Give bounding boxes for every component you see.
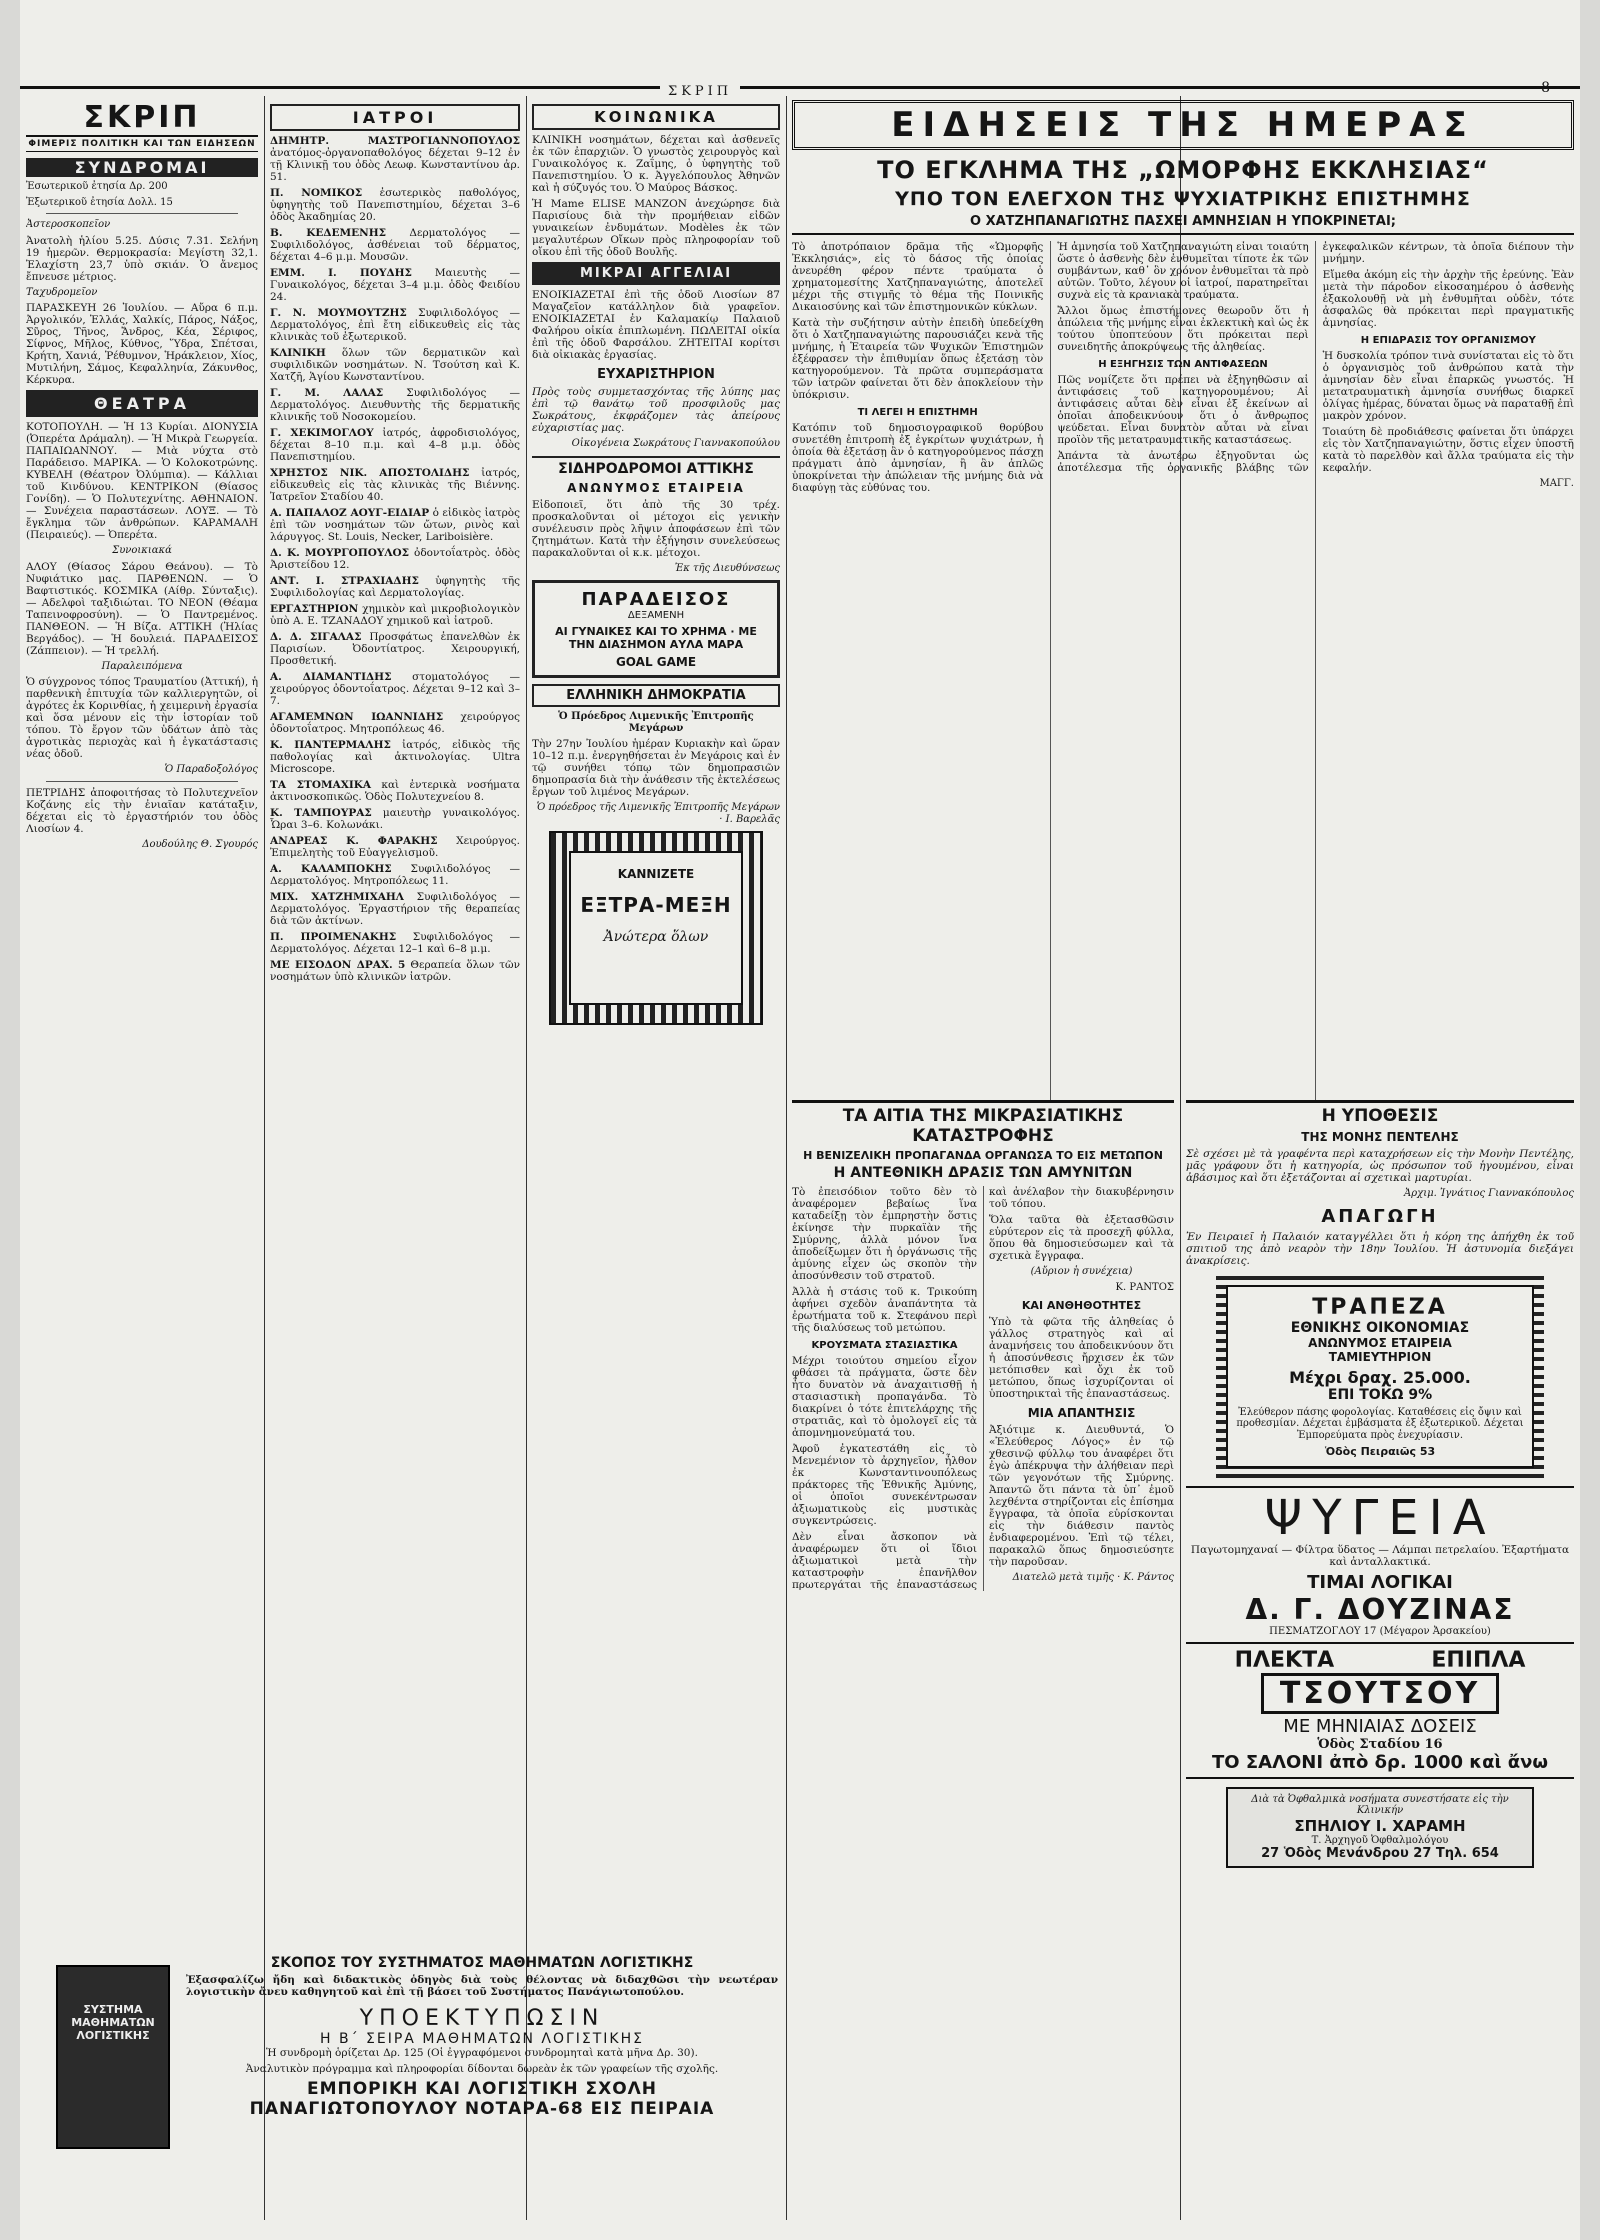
doctor-listing [270,307,520,343]
doctor-listing [270,807,520,831]
doctor-listing [270,835,520,859]
furniture-maker: ΤΣΟΥΤΣΟΥ [1261,1673,1499,1714]
eye-clinic-title: Τ. Ἀρχηγοῦ Ὀφθαλμολόγου [1311,1834,1449,1846]
penteli-heading: Η ΥΠΟΘΕΣΙΣ [1186,1100,1574,1126]
democracy-subheading: Ὁ Πρόεδρος Λιμενικῆς Ἐπιτροπῆς Μεγάρων [558,711,754,734]
curiosities-heading: Παραλειπόμενα [101,660,183,672]
doctor-details: ὁ εἰδικὸς ἰατρὸς ἐπὶ τῶν νοσημάτων τῶν ὤτων, ρινὸς καὶ λάρυγγος. St. Louis, Necker, Lariboisière. [270,507,520,543]
asia-section-heading: ΚΡΟΥΣΜΑΤΑ ΣΤΑΣΙΑΣΤΙΚΑ [811,1340,958,1351]
doctor-details: χημικὸν καὶ μικροβιολογικὸν ὑπὸ Α. Ε. ΤΖΑΝΑΔΟΥ χημικοῦ καὶ ἰατροῦ. [270,603,520,627]
democracy-signature: Ὁ πρόεδρος τῆς Λιμενικῆς Ἐπιτροπῆς Μεγάρων · Ι. Βαρελᾶς [536,802,780,825]
accounting-ad-text [186,1955,778,2225]
furniture-ad [1186,1644,1574,1779]
penteli-signature: Ἀρχιμ. Ἰγνάτιος Γιαννακόπουλος [1404,1188,1574,1199]
social-text: ΚΛΙΝΙΚΗ νοσημάτων, δέχεται καὶ ἀσθενεῖς ἐκ τῶν ἐπαρχιῶν. Ὁ γνωστὸς χειρουργὸς καὶ Γυναικολόγος κ. Ζαΐμης, ὁ ὑφηγητὴς τοῦ Πανεπιστημίου. Ὁ κ. Ἀγγελόπουλος Ἀθηνῶν καὶ ἡ σύζυγός του. Ὁ Μαύρος Βάσκος. [532,134,780,194]
paradoxes-sign: Ὁ Παραδοξολόγος [164,764,258,775]
bank-address: Ὁδὸς Πειραιῶς 53 [1324,1445,1436,1458]
doctor-name: ΧΡΗΣΤΟΣ ΝΙΚ. ΑΠΟΣΤΟΛΙΔΗΣ [270,467,470,479]
running-header-rule [20,86,1580,89]
eye-clinic-text: Διὰ τὰ Ὀφθαλμικὰ νοσήματα συνεστήσατε εἰς τὴν Κλινικήν [1251,1793,1509,1816]
book-illustration [56,1965,170,2149]
doctor-name: Κ. ΤΑΜΠΟΥΡΑΣ [270,807,372,819]
doctor-details: ἰατρός, εἰδικὸς τῆς παθολογίας καὶ ἀκτινολογίας. Ultra Microscope. [270,739,520,775]
doctor-details: ἰατρός, ἀφροδισιολόγος, δέχεται 8–10 π.μ. καὶ 4–8 μ.μ. ὁδὸς Πανεπιστημίου. [270,427,520,463]
doctor-name: Δ. Δ. ΣΙΓΑΛΑΣ [270,631,362,643]
small-ads-heading: ΜΙΚΡΑΙ ΑΓΓΕΛΙΑΙ [532,262,780,285]
doctor-listing [270,603,520,627]
story-section-heading: Η ΕΞΗΓΗΣΙΣ ΤΩΝ ΑΝΤΙΦΑΣΕΩΝ [1098,359,1268,370]
doctor-name: ΑΝΤ. Ι. ΣΤΡΑΧΙΑΔΗΣ [270,575,419,587]
bank-company-type: ΑΝΩΝΥΜΟΣ ΕΤΑΙΡΕΙΑ [1308,1335,1452,1350]
small-ads-text: ΕΝΟΙΚΙΑΖΕΤΑΙ ἐπὶ τῆς ὁδοῦ Λιοσίων 87 Μαγαζεῖον κατάλληλον διὰ γραφεῖον. ΕΝΟΙΚΙΑΖΕΤΑΙ ἐν Καλαμακίῳ Παλαιοῦ Φαλήρου οἰκία ἐπιπλωμένη. ΠΩΛΕΙΤΑΙ οἰκία ἐπὶ τῆς ὁδοῦ Φαρσάλου. ΖΗΤΕΙΤΑΙ κορίτσι διὰ οἰκιακὰς ἐργασίας. [532,289,780,361]
book-title: ΣΥΣΤΗΜΑ ΜΑΘΗΜΑΤΩΝ ΛΟΓΙΣΤΙΚΗΣ [71,2003,155,2042]
doctor-name: Α. ΠΑΠΑΛΟΖ ΑΟΥΓ-ΕΙΔΙΑΡ [270,507,430,519]
doctor-details: Δερματολόγος — Συφιλιδολόγος, ἀσθένειαι τοῦ δέρματος, δέχεται 4–6 μ.μ. Μουσῶν. [270,227,520,263]
cinema-ad-title: ΠΑΡΑΔΕΙΣΟΣ [581,589,731,610]
story-paragraph: Τοιαύτη δὲ προδιάθεσις φαίνεται ὅτι ὑπάρχει εἰς τὸν Χατζηπαναγιώτην, ὅστις εἶχεν ὑποστῆ κατὰ τὸ παρελθὸν καὶ ἄλλα τραύματα εἰς τὴν κεφαλήν. [1322,426,1574,474]
extra-ad-tagline: ΚΑΝΝΙΖΕΤΕ [617,867,695,881]
doctor-details: ὅλων τῶν δερματικῶν καὶ συφιλιδικῶν νοσημάτων. Ν. Τσούτση καὶ Κ. Χατζῆ, Ἁγίου Κωνσταντίνου. [270,347,520,383]
thanks-signature: Οἰκογένεια Σωκράτους Γιαννακοπούλου [571,438,780,449]
doctor-listing [270,427,520,463]
penteli-subheading: ΤΗΣ ΜΟΝΗΣ ΠΕΝΤΕΛΗΣ [1301,1130,1459,1144]
furniture-address: Ὁδὸς Σταδίου 16 [1317,1736,1443,1752]
notice-signature: Δουδούλης Θ. Σγουρός [142,838,258,850]
mail-text: ΠΑΡΑΣΚΕΥΗ 26 Ἰουλίου. — Αὔρα 6 π.μ. Ἀργολικόν, Ἑλλάς, Χαλκίς, Πάρος, Νάξος, Σῦρος, Τῆνος, Ἄνδρος, Κέα, Σέριφος, Σίφνος, Μῆλος, Κύθνος, Ὕδρα, Σπέτσαι, Κρήτη, Χανιά, Ῥέθυμνον, Ἡράκλειον, Χίος, Μυτιλήνη, Σάμος, Κεφαλληνία, Ζάκυνθος, Κέρκυρα. [26,302,258,386]
doctor-listing [270,267,520,303]
notice-text: ΠΕΤΡΙΔΗΣ ἀποφοιτήσας τὸ Πολυτεχνεῖον Κοζάνης εἰς τὴν ἐνιαῖαν κατάταξιν, δέχεται εἰς τὸ ἐργαστήριόν του ὁδὸς Λιοσίων 4. [26,786,258,835]
column-rule [264,96,265,2220]
column-2 [270,100,520,1950]
story-signature: ΜΑΓΓ. [1539,478,1574,489]
doctor-details: Συφιλιδολόγος — Δερματολόγος. Διευθυντὴς τῆς δερματικῆς κλινικῆς τοῦ Νοσοκομείου. [270,387,520,423]
doctor-name: Β. ΚΕΔΕΜΕΝΗΣ [270,227,387,239]
doctor-details: Θεραπεία ὅλων τῶν νοσημάτων ὑπὸ κλινικῶν ἰατρῶν. [270,959,520,983]
asia-paragraph: Ἀλλὰ ἡ στάσις τοῦ κ. Τρικούπη ἀφήνει σχεδὸν ἀναπάντητα τὰ ἐρωτήματα τοῦ κ. Στεφάνου περὶ τῆς διαλύσεως τοῦ μετώπου. [792,1286,977,1334]
doctors-list [270,135,520,983]
accounting-ad-intro: Ἐξασφαλίζω ἤδη καὶ διδακτικὸς ὁδηγὸς διὰ τοὺς θέλοντας νὰ διδαχθῶσι τὴν νεωτέραν λογιστικὴν ἄνευ καθηγητοῦ καὶ ἐπὶ τῇ βάσει τοῦ Συστήματος Πανάγιωτοπούλου. [186,1974,778,1998]
doctor-details: Χειρούργος. Ἐπιμελητὴς τοῦ Εὐαγγελισμοῦ. [270,835,520,859]
doctor-details: ἐσωτερικὸς παθολόγος, ὑφηγητὴς τοῦ Πανεπιστημίου, δέχεται 3–6 ὁδὸς Ἀκαδημίας 20. [270,187,520,223]
doctor-name: Κ. ΠΑΝΤΕΡΜΑΛΗΣ [270,739,391,751]
main-news-area [792,100,1574,1100]
cinema-ad [532,580,780,678]
thanks-text: Πρὸς τοὺς συμμετασχόντας τῆς λύπης μας ἐπὶ τῷ θανάτῳ τοῦ προσφιλοῦς μας Σωκράτους, ἐκφράζομεν τὰς ἀπείρους εὐχαριστίας μας. [532,386,780,434]
almanac-heading: Ἀστεροσκοπεῖον [26,219,111,230]
doctor-listing [270,227,520,263]
column-rule [526,96,527,2220]
thanks-heading: ΕΥΧΑΡΙΣΤΗΡΙΟΝ [597,367,715,382]
furniture-terms: ΜΕ ΜΗΝΙΑΙΑΣ ΔΟΣΕΙΣ [1283,1715,1477,1737]
extra-ad-product: ΕΞΤΡΑ-ΜΕΞΗ [580,893,732,917]
asia-body [792,1186,1174,1591]
bank-text: Ἐλεύθερον πάσης φορολογίας. Καταθέσεις εἰς ὄψιν καὶ προθεσμίαν. Δέχεται ἐμβάσματα ἐξ ἐξωτερικοῦ. Δέχεται Ἐμπορεύματα πρὸς ἐνεχυρίασιν. [1236,1406,1524,1441]
doctor-name: Α. ΚΑΛΑΜΠΟΚΗΣ [270,863,392,875]
accounting-ad-title: ΣΚΟΠΟΣ ΤΟΥ ΣΥΣΤΗΜΑΤΟΣ ΜΑΘΗΜΑΤΩΝ ΛΟΓΙΣΤΙΚΗΣ [270,1955,694,1971]
doctor-listing [270,931,520,955]
masthead: ΣΚΡΙΠ [26,100,258,137]
abduction-heading: ΑΠΑΓΩΓΗ [1321,1205,1439,1227]
mail-heading: Ταχυδρομεῖον [26,286,98,298]
accounting-ad-info: Ἀναλυτικὸν πρόγραμμα καὶ πληροφορίαι δίδονται δωρεὰν ἐκ τῶν γραφείων τῆς σχολῆς. [245,2063,719,2075]
doctor-name: Α. ΔΙΑΜΑΝΤΙΔΗΣ [270,671,392,683]
reply-signature: Διατελῶ μετὰ τιμῆς · Κ. Ράντος [1012,1572,1174,1583]
fridge-ad [1186,1486,1574,1644]
right-column [1186,1100,1574,2224]
furniture-heading: ΠΛΕΚΤΑ [1234,1647,1335,1673]
rail-subheading: ΑΝΩΝΥΜΟΣ ΕΤΑΙΡΕΙΑ [567,480,745,495]
abduction-text: Ἐν Πειραιεῖ ἡ Παλαιόν καταγγέλλει ὅτι ἡ κόρη της ἀπήχθη ἐκ τοῦ σπιτιοῦ της ἀπὸ νεαρὸν τὴν 18ην Ἰουλίου. Ἡ ἀστυνομία διεξάγει ἀνακρίσεις. [1186,1230,1574,1267]
running-title: ΣΚΡΙΠ [660,84,740,99]
accounting-school-ad [56,1955,778,2225]
fridge-dealer: Δ. Γ. ΔΟΥΖΙΝΑΣ [1245,1593,1515,1626]
doctor-name: ΑΝΔΡΕΑΣ Κ. ΦΑΡΑΚΗΣ [270,835,438,847]
accounting-ad-announcement: ΥΠΟΕΚΤΥΠΩΣΙΝ [359,2006,605,2031]
theatres-heading: ΘΕΑΤΡΑ [26,390,258,417]
cinemas-text: ΑΛΟΥ (Θίασος Σάρου Θεάνου). — Τὸ Νυφιάτικο μας. ΠΑΡΘΕΝΩΝ. — Ὁ Βαφτιστικός. ΚΟΣΜΙΚΑ (Αίθρ. Σύνταξις). — Αδελφοὶ ταξιδιώται. ΤΟ ΝΕΟΝ (Θέαμα Ταπεινοφροσύνη). — Ὁ Παντρεμένος. ΠΑΝΘΕΟΝ. — Ἡ Βίζα. ΑΤΤΙΚΗ (Ἡλίας Βεργάδος). — Ἡ δουλειά. ΠΑΡΑΔΕΙΣΟΣ (Ζάππειον). — Ἡ τρελλή. [26,560,258,657]
column-rule [786,96,787,2220]
story-section-heading: Η ΕΠΙΔΡΑΣΙΣ ΤΟΥ ΟΡΓΑΝΙΣΜΟΥ [1360,335,1536,346]
democracy-text: Τὴν 27ην Ἰουλίου ἡμέραν Κυριακὴν καὶ ὥραν 10–12 π.μ. ἐνεργηθήσεται ἐν Μεγάροις καὶ ἐν τῷ συνήθει τόπῳ τῶν δημοπρασιῶν δημοπρασία διὰ τὴν ἀνάθεσιν τῆς ἐκτελέσεως ἔργων τοῦ λιμένος Μεγάρων. [532,738,780,798]
bank-ad [1216,1275,1544,1479]
doctor-listing [270,347,520,383]
story-section-heading: ΤΙ ΛΕΓΕΙ Η ΕΠΙΣΤΗΜΗ [857,407,978,418]
asia-paragraph: Ἀφοῦ ἐγκατεστάθη εἰς τὸ Μενεμένιον τὸ ἀρχηγεῖον, ἦλθον ἐκ Κωνσταντινουπόλεως πράκτορες τῆς Ἐθνικῆς Ἀμύνης, οἱ ὁποῖοι συνεκέντρωσαν ἀξιωματικοὺς εἰς μυστικὰς συγκεντρώσεις. [792,1443,977,1527]
doctor-details: χειρούργος ὀδοντοΐατρος. Μητροπόλεως 46. [270,711,520,735]
doctor-name: ΚΛΙΝΙΚΗ [270,347,326,359]
doctor-listing [270,711,520,735]
doctor-details: ἀνατόμος-ὀργανοπαθολόγος δέχεται 9–12 ἐν τῇ Κλινικῇ του ὁδὸς Λεωφ. Κωνσταντίνου ἀρ. 51. [270,147,520,183]
doctor-listing [270,671,520,707]
theatres-text: ΚΟΤΟΠΟΥΛΗ. — Ἡ 13 Κυρίαι. ΔΙΟΝΥΣΙΑ (Ὀπερέτα Δράμαλη). — Ἡ Μικρὰ Γεωργεία. ΠΑΠΑΙΩΑΝΝΟΥ. — Μιὰ νύχτα στὸ Παράδεισο. ΜΑΡΙΚΑ. — Ὁ Κολοκοτρώνης. ΚΥΒΕΛΗ (Θέατρον Ὀλύμπια). — Κάλλιαι τοῦ Κινδύνου. ΚΕΝΤΡΙΚΟΝ (Θίασος Γονίδη). — Ὁ Πολυτεχνίτης. ΑΘΗΝΑΙΟΝ. — Συνέχεια παραστάσεων. ΛΟΥΞ. — Τὸ ἔγκλημα τῶν ἀνθρώπων. ΚΑΡΑΜΑΛΗ (Πειραιεύς). — Ὀπερέτα. [26,421,258,541]
bank-subtitle: ΕΘΝΙΚΗΣ ΟΙΚΟΝΟΜΙΑΣ [1290,1319,1470,1336]
doctor-listing [270,135,520,183]
fridge-heading: ΨΥΓΕΙΑ [1264,1490,1496,1546]
masthead-subtitle: ΦΙΜΕΡΙΣ ΠΟΛΙΤΙΚΗ ΚΑΙ ΤΩΝ ΕΙΔΗΣΕΩΝ [26,137,258,152]
doctor-listing [270,387,520,423]
news-banner: ΕΙΔΗΣΕΙΣ ΤΗΣ ΗΜΕΡΑΣ [792,100,1574,150]
story-paragraph: Ἡ δυσκολία τρόπον τινὰ συνίσταται εἰς τὸ ὅτι ὁ ὀργανισμὸς τοῦ ἀνθρώπου κατὰ τὴν ἀμνησίαν δὲν εἶναι ἐπαρκῶς γνωστός. Ἡ μετατραυματικὴ ἀμνησία συνήθως διαρκεῖ ὀλίγας ἡμέρας, δύναται ὅμως νὰ παραταθῇ ἐπὶ μακρὸν χρόνον. [1322,350,1574,422]
accounting-ad-subscription: Ἡ συνδρομὴ ὁρίζεται Δρ. 125 (Οἱ ἐγγραφόμενοι συνδρομηταὶ κατὰ μῆνα Δρ. 30). [266,2047,698,2059]
asia-paragraph: Ὅλα ταῦτα θὰ ἐξετασθῶσιν εὐρύτερον εἰς τὰ προσεχῆ φύλλα, ὅπου θὰ δημοσιεύσωμεν καὶ τὰ σχετικὰ ἔγγραφα. [989,1214,1174,1262]
subscriptions-heading: ΣΥΝΔΡΟΜΑΙ [26,158,258,177]
bank-rate: ΕΠΙ ΤΟΚΩ 9% [1327,1386,1433,1403]
doctor-details: Συφιλιδολόγος — Δερματολόγος. Μητροπόλεως 11. [270,863,520,887]
cinema-ad-text: ΑΙ ΓΥΝΑΙΚΕΣ ΚΑΙ ΤΟ ΧΡΗΜΑ · ΜΕ ΤΗΝ ΔΙΑΣΗΜΟΝ ΑΥΛΑ ΜΑΡΑ [555,625,757,651]
doctor-details: Προσφάτως ἐπανελθὼν ἐκ Παρισίων. Ὀδοντίατρος. Χειρουργική, Προσθετική. [270,631,520,667]
story-paragraph: Ἄλλοι ὅμως ἐπιστήμονες θεωροῦν ὅτι ἡ ἀπώλεια τῆς μνήμης εἶναι ἐκλεκτικὴ καὶ ὡς ἐκ τούτου ὑποπτεύουν ὅτι πρόκειται περὶ συνειδητῆς ἀποκρύψεως τῆς ἀληθείας. [1057,305,1309,353]
doctor-name: Γ. Ν. ΜΟΥΜΟΥΤΖΗΣ [270,307,407,319]
social-heading: ΚΟΙΝΩΝΙΚΑ [532,104,780,130]
rail-signature: Ἐκ τῆς Διευθύνσεως [674,562,780,574]
bank-name: ΤΡΑΠΕΖΑ [1312,1294,1448,1320]
cinema-ad-subtitle: ΔΕΞΑΜΕΝΗ [627,610,685,621]
doctor-listing [270,631,520,667]
story-body [792,241,1574,1100]
page-number: 8 [1541,80,1550,96]
asia-headline: ΤΑ ΑΙΤΙΑ ΤΗΣ ΜΙΚΡΑΣΙΑΤΙΚΗΣ ΚΑΤΑΣΤΡΟΦΗΣ [792,1100,1174,1146]
reply-paragraph: Ἀξιότιμε κ. Διευθυντά, Ὁ «Ἐλεύθερος Λόγος» ἐν τῷ χθεσινῷ φύλλῳ του ἀναφέρει ὅτι ἐγὼ ἀπέκρυψα τὴν ἀλήθειαν περὶ τῶν γεγονότων τῆς Σμύρνης. Ἀπαντῶ ὅτι πάντα τὰ ὑπ᾽ ἐμοῦ λεχθέντα στηρίζονται εἰς ἐπίσημα ἔγγραφα, τὰ ὁποῖα εὑρίσκονται εἰς τὴν διάθεσιν παντὸς ἐνδιαφερομένου. Ἐπὶ τῷ τέλει, παρακαλῶ ὅπως δημοσιεύσητε τὴν παροῦσαν. [989,1424,1174,1568]
story-paragraph: Ἡ ἀμνησία τοῦ Χατζηπαναγιώτη εἶναι τοιαύτη ὥστε ὁ ἀσθενὴς δὲν ἐνθυμεῖται τίποτε ἐκ τῶν συμβάντων, καθ᾽ ὃν χρόνον ἐνθυμεῖται τὰ πρὸ αὐτῶν. Τοῦτο, λέγουν οἱ ἰατροί, παρατηρεῖται συχνὰ εἰς τὰ κρανιακὰ τραύματα. [1057,241,1309,301]
eye-clinic-name: ΣΠΗΛΙΟΥ Ι. ΧΑΡΑΜΗ [1294,1816,1466,1835]
curiosities-text: Ὁ σύγχρονος τόπος Τραυματίου (Ἀττική), ἡ παρθενικὴ ἐπιτυχία τῶν καλλιεργητῶν, οἱ ἀγρότες ἐκ Κορινθίας, ἡ χειμερινὴ ἐργασία καὶ ὅσα μένουν εἰς τὴν ἱστορίαν τοῦ τόπου. Τὸ ἔργον τῶν ὑδάτων ἀπὸ τὰς ἀγροτικὰς περιοχὰς καὶ ἡ ἐγκατάστασις νέας ὁδοῦ. [26,676,258,760]
democracy-heading: ΕΛΛΗΝΙΚΗ ΔΗΜΟΚΡΑΤΙΑ [532,684,780,707]
doctors-heading: ΙΑΤΡΟΙ [270,104,520,131]
doctor-listing [270,547,520,571]
asia-signature: Κ. ΡΑΝΤΟΣ [1115,1281,1174,1293]
doctor-name: ΜΙΧ. ΧΑΤΖΗΜΙΧΑΗΛ [270,891,404,903]
subscription-row: Ἐξωτερικοῦ ἐτησία Δολλ. 15 [26,196,173,208]
fridge-prices: ΤΙΜΑΙ ΛΟΓΙΚΑΙ [1307,1572,1453,1593]
story-title: ΤΟ ΕΓΚΛΗΜΑ ΤΗΣ „ΩΜΟΡΦΗΣ ΕΚΚΛΗΣΙΑΣ“ [877,156,1489,184]
asia-paragraph: Τὸ ἐπεισόδιον τοῦτο δὲν τὸ ἀναφέρομεν βεβαίως ἵνα καταδείξῃ τὸν ἐμπρηστὴν ὅστις ἐκίνησε τὴν πυρκαϊὰν τῆς Σμύρνης, ἀλλὰ μόνον ἵνα ἀποδείξωμεν ὅτι ἡ ὀργάνωσις τῆς ἀμύνης εἶχεν ὡς σκοπὸν τὴν ἀποσύνθεσιν τοῦ στρατοῦ. [792,1186,977,1282]
asia-subheadline: Η ΒΕΝΙΖΕΛΙΚΗ ΠΡΟΠΑΓΑΝΔΑ ΟΡΓΑΝΩΣΑ ΤΟ ΕΙΣ ΜΕΤΩΠΟΝ [803,1149,1163,1162]
asia-minor-story [792,1100,1174,1810]
doctor-listing [270,575,520,599]
story-paragraph: Κατὰ τὴν συζήτησιν αὐτὴν ἐπειδὴ ὑπεδείχθη ὅτι ὁ Χατζηπαναγιώτης παρουσιάζει κενὰ τῆς μνήμης, ἡ Ἑταιρεία τῶν Ψυχικῶν Ἐπιστημῶν ἐξέφρασεν τὴν ἐπιθυμίαν ὅπως ἐξετάσῃ τὸν κατηγορούμενον. Τὰ πρῶτα συμπεράσματα τῶν ἰατρῶν φαίνεται ὅτι δὲν ἀποκλείουν τὴν ὑπόκρισιν. [792,317,1044,401]
asia-paragraph: Δὲν εἶναι ἄσκοπον νὰ ἀναφέρωμεν ὅτι οἱ ἴδιοι ἀξιωματικοὶ μετὰ τὴν καταστροφὴν ἐπανῆλθον πρωτεργάται τῆς ἐπαναστάσεως καὶ ἀνέλαβον τὴν διακυβέρνησιν τοῦ τόπου. [792,1186,1174,1591]
doctor-name: Π. ΠΡΟΙΜΕΝΑΚΗΣ [270,931,397,943]
eye-clinic-address: 27 Ὁδὸς Μενάνδρου 27 Τηλ. 654 [1261,1846,1499,1861]
doctor-details: καὶ ἐντερικὰ νοσήματα ἀκτινοσκοπικῶς. Ὁδὸς Πολυτεχνείου 8. [270,779,520,803]
accounting-ad-series: Η Β΄ ΣΕΙΡΑ ΜΑΘΗΜΑΤΩΝ ΛΟΓΙΣΤΙΚΗΣ [320,2031,644,2047]
story-paragraph: Εἴμεθα ἀκόμη εἰς τὴν ἀρχὴν τῆς ἐρεύνης. Ἐὰν μετὰ τὴν πάροδον εἰκοσαημέρου ὁ ἀσθενὴς ἐξακολουθῇ νὰ μὴ ἐνθυμῆται οὐδὲν, τότε ἀσφαλῶς θὰ πρόκειται περὶ πραγματικῆς ἀμνησίας. [1322,269,1574,329]
doctor-name: ΕΡΓΑΣΤΗΡΙΟΝ [270,603,359,615]
doctor-listing [270,187,520,223]
doctor-name: Π. ΝΟΜΙΚΟΣ [270,187,363,199]
doctor-details: στοματολόγος — χειρούργος ὀδοντοΐατρος. Δέχεται 9–12 καὶ 3–7. [270,671,520,707]
doctor-listing [270,863,520,887]
story-paragraph: Ἀπάντα τὰ ἀνωτέρω ἐξηγοῦνται ὡς ἀποτέλεσμα τῆς ὀργανικῆς βλάβης τῶν ἐγκεφαλικῶν κέντρων, τὰ ὁποῖα διέπουν τὴν μνήμην. [1057,241,1574,474]
doctor-details: Συφιλιδολόγος — Δερματολόγος, ἐπὶ ἔτη εἰδικευθεὶς εἰς τὰς κλινικὰς τοῦ ἐξωτερικοῦ. [270,307,520,343]
doctor-name: ΤΑ ΣΤΟΜΑΧΙΚΑ [270,779,372,791]
story-paragraph: Πῶς νομίζετε ὅτι πρέπει νὰ ἐξηγηθῶσιν αἱ ἀντιφάσεις τοῦ κατηγορουμένου; Αἱ ἀντιφάσεις αὗται δὲν εἶναι ἐξ ἐκείνων αἱ ὁποῖαι ἀποδεικνύουν ὅτι ὁ ἄνθρωπος ψεύδεται. Εἶναι δυνατὸν αὗται νὰ εἶναι προϊὸν τῆς μετατραυματικῆς καταστάσεως. [1057,374,1309,446]
column-1 [26,100,258,2224]
doctor-name: ΔΗΜΗΤΡ. ΜΑΣΤΡΟΓΙΑΝΝΟΠΟΥΛΟΣ [270,135,520,147]
fridge-address: ΠΕΣΜΑΤΖΟΓΛΟΥ 17 (Μέγαρον Ἀρσακείου) [1269,1626,1491,1637]
doctor-details: Μαιευτὴς — Γυναικολόγος, δέχεται 3–4 μ.μ. ὁδὸς Φειδίου 24. [270,267,520,303]
doctor-name: Γ. Μ. ΛΑΛΑΣ [270,387,384,399]
story-kicker: Ο ΧΑΤΖΗΠΑΝΑΓΙΩΤΗΣ ΠΑΣΧΕΙ ΑΜΝΗΣΙΑΝ Η ΥΠΟΚΡΙΝΕΤΑΙ; [792,214,1574,235]
doctor-listing [270,959,520,983]
doctor-details: Συφιλιδολόγος — Δερματολόγος. Ἐργαστήριον τῆς θεραπείας διὰ τῶν ἀκτίνων. [270,891,520,927]
reply-heading: ΜΙΑ ΑΠΑΝΤΗΣΙΣ [1027,1406,1136,1420]
doctor-name: Δ. Κ. ΜΟΥΡΓΟΠΟΥΛΟΣ [270,547,410,559]
penteli-text: Σὲ σχέσει μὲ τὰ γραφέντα περὶ καταχρήσεων εἰς τὴν Μονὴν Πεντέλης, μᾶς γράφουν ὅτι ἡ κατηγορία, ὡς πρόσωπον τοῦ ἡγουμένου, εἶναι ἀβάσιμος καὶ ὅτι ἐξετάζονται αἱ σχετικαὶ μαρτυρίαι. [1186,1148,1574,1184]
doctor-details: μαιευτὴρ γυναικολόγος. Ὧραι 3–6. Κολωνάκι. [270,807,520,831]
story-subtitle: ΥΠΟ ΤΟΝ ΕΛΕΓΧΟΝ ΤΗΣ ΨΥΧΙΑΤΡΙΚΗΣ ΕΠΙΣΤΗΜΗΣ [895,188,1471,210]
doctor-listing [270,891,520,927]
accounting-school-name: ΕΜΠΟΡΙΚΗ ΚΑΙ ΛΟΓΙΣΤΙΚΗ ΣΧΟΛΗ [306,2079,658,2099]
boutique-notice: Ἡ Mame ELISE MANZON ἀνεχώρησε διὰ Παρισίους διὰ τὴν προμήθειαν εἰδῶν γυναικείων ἐνδυμάτων. Modèles ἐκ τῶν μεγαλυτέρων Οἴκων πρὸς πληροφορίαν τοῦ οἴκου ἐπὶ τῆς ὁδοῦ Βουλῆς. [532,198,780,258]
extra-ad-slogan: Ἀνώτερα ὅλων [603,929,709,945]
fridge-text: Παγωτομηχαναί — Φίλτρα ὕδατος — Λάμπαι πετρελαίου. Ἐξαρτήματα καὶ ἀνταλλακτικά. [1190,1544,1570,1568]
furniture-price: ΤΟ ΣΑΛΟΝΙ ἀπὸ δρ. 1000 καὶ ἄνω [1212,1751,1548,1773]
asia-subheadline-2: Η ΑΝΤΕΘΝΙΚΗ ΔΡΑΣΙΣ ΤΩΝ ΑΜΥΝΙΤΩΝ [833,1165,1133,1181]
asia-continued: (Αὔριον ἡ συνέχεια) [1030,1266,1133,1277]
story-paragraph: Τὸ ἀποτρόπαιον δρᾶμα τῆς «Ὡμορφῆς Ἐκκλησιάς», εἰς τὸ δάσος τῆς ὁποίας ἀνευρέθη φέρον πέντε τραύματα ὁ χρηματομεσίτης Χατζηπαναγιώτης, ἀποτελεῖ μέχρι τῆς στιγμῆς τὸ θέμα τῆς Ποινικῆς Δικαιοσύνης καὶ τῶν ἐπιστημονικῶν κύκλων. [792,241,1044,313]
extra-mexi-ad [549,831,763,1025]
rail-heading: ΣΙΔΗΡΟΔΡΟΜΟΙ ΑΤΤΙΚΗΣ [532,456,780,477]
doctor-details: ἰατρός, εἰδικευθεὶς εἰς τὰς κλινικὰς τῆς Βιέννης. Ἰατρεῖον Σταδίου 40. [270,467,520,503]
cinemas-heading: Συνοικιακά [112,545,172,556]
bank-amount: Μέχρι δραχ. 25.000. [1289,1367,1471,1387]
doctor-listing [270,507,520,543]
furniture-heading-2: ΕΠΙΠΛΑ [1431,1647,1526,1673]
almanac-text: Ἀνατολὴ ἡλίου 5.25. Δύσις 7.31. Σελήνη 19 ἡμερῶν. Θερμοκρασία: Μεγίστη 32,1. Ἐλαχίστη 23,7 ὑπὸ σκιάν. Ὁ ἄνεμος ἔπνευσε μέτριος. [26,234,258,283]
doctor-details: ὑφηγητὴς τῆς Συφιλιδολογίας καὶ Δερματολογίας. [270,575,520,599]
bank-savings: ΤΑΜΙΕΥΤΗΡΙΟΝ [1328,1349,1432,1364]
accounting-school-address: ΠΑΝΑΓΙΩΤΟΠΟΥΛΟΥ ΝΟΤΑΡΑ-68 ΕΙΣ ΠΕΙΡΑΙΑ [249,2099,715,2119]
subscription-row: Ἐσωτερικοῦ ἐτησία Δρ. 200 [26,181,168,192]
doctor-name: Γ. ΧΕΚΙΜΟΓΛΟΥ [270,427,374,439]
story-paragraph: Κατόπιν τοῦ δημοσιογραφικοῦ θορύβου συνετέθη ἐπιτροπὴ ἐξ ἐγκρίτων ψυχιάτρων, ἡ ὁποία θὰ ἐξετάσῃ ἂν ὁ κατηγορούμενος πάσχῃ πράγματι ἀπὸ ἀμνησίαν, ἢ ἂν ἀπλῶς ὑποκρίνεται τὴν ἀπώλειαν τῆς μνήμης διὰ νὰ διαφύγῃ τὰς εὐθύνας του. [792,422,1044,494]
column-3 [532,100,780,2224]
eye-clinic-ad [1226,1787,1534,1869]
cinema-ad-footer: GOAL GAME [615,655,697,669]
reply-paragraph: Ὑπὸ τὰ φῶτα τῆς ἀληθείας ὁ γάλλος στρατηγὸς καὶ αἱ ἀναμνήσεις του ἀποδεικνύουν ὅτι ἡ ἀποσύνθεσις ἤρχισεν ἐκ τῶν μετόπισθεν καὶ ὄχι ἐκ τοῦ μετώπου, ὅπως ἰσχυρίζονται οἱ ὑποστηρικταὶ τῆς ἐπαναστάσεως. [989,1316,1174,1400]
newspaper-page [20,0,1580,2240]
reply-heading: ΚΑΙ ΑΝΘΗΘΟΤΗΤΕΣ [1021,1299,1142,1312]
doctor-name: ΕΜΜ. Ι. ΠΟΥΔΗΣ [270,267,412,279]
asia-paragraph: Μέχρι τοιούτου σημείου εἶχον φθάσει τὰ πράγματα, ὥστε δὲν ἦτο δυνατὸν νὰ ἀναχαιτισθῇ ἡ στασιαστικὴ προπαγάνδα. Τὸ διακρίνει ὁ τότε ἐπιτελάρχης τῆς στρατιᾶς, καὶ τὸ ὁμολογεῖ εἰς τὰ ἀπομνημονεύματά του. [792,1355,977,1439]
doctor-name: ΑΓΑΜΕΜΝΩΝ ΙΩΑΝΝΙΔΗΣ [270,711,444,723]
doctor-details: Συφιλιδολόγος — Δερματολόγος. Δέχεται 12–1 καὶ 6–8 μ.μ. [270,931,520,955]
doctor-details: ὀδοντοΐατρὸς. ὁδὸς Ἀριστείδου 12. [270,547,520,571]
rail-text: Εἰδοποιεῖ, ὅτι ἀπὸ τῆς 30 τρέχ. προσκαλοῦνται οἱ μέτοχοι εἰς γενικὴν συνέλευσιν πρὸς λῆψιν ἀποφάσεων ἐπὶ τῶν ζητημάτων. Κατὰ τὴν ἐξήγησιν συνελεύσεως παρακαλοῦνται οἱ κ.κ. μέτοχοι. [532,498,780,559]
doctor-listing [270,467,520,503]
doctor-listing [270,779,520,803]
doctor-listing [270,739,520,775]
doctor-name: ΜΕ ΕΙΣΟΔΟΝ ΔΡΑΧ. 5 [270,959,406,971]
